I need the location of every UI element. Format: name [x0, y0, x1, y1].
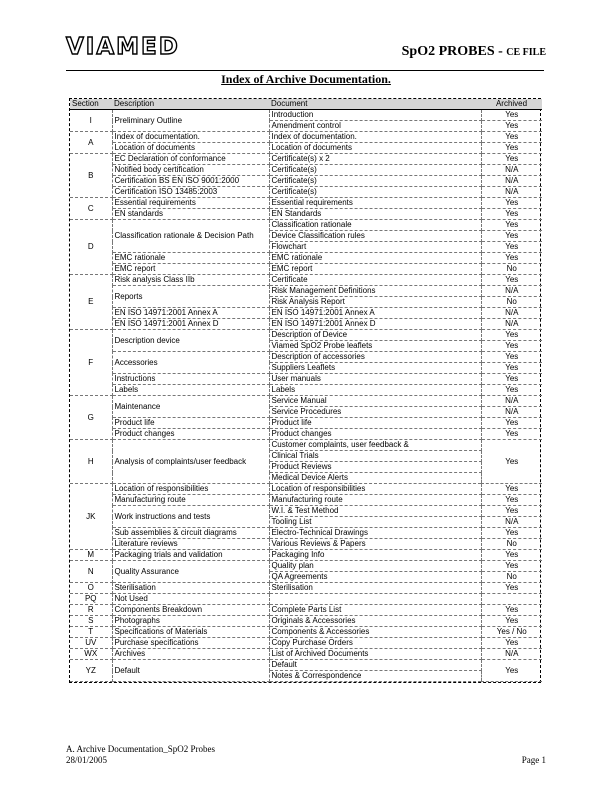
document-cell: Location of responsibilities: [269, 484, 481, 495]
document-cell: Device Classification rules: [269, 231, 481, 242]
archived-cell: Yes: [481, 550, 542, 561]
document-cell: Certificate(s): [269, 176, 481, 187]
archived-cell: Yes: [481, 440, 542, 484]
archived-cell: Yes: [481, 385, 542, 396]
table-row: [70, 308, 542, 319]
document-cell: Product Reviews: [269, 462, 481, 473]
document-cell: Viamed SpO2 Probe leaflets: [269, 341, 481, 352]
archived-cell: Yes: [481, 275, 542, 286]
description-cell: Reports: [112, 286, 269, 308]
archived-cell: No: [481, 572, 542, 583]
table-header-row: [70, 99, 542, 110]
document-cell: Description of accessories: [269, 352, 481, 363]
archived-cell: Yes: [481, 506, 542, 517]
table-row: [70, 605, 542, 616]
document-cell: EMC rationale: [269, 253, 481, 264]
description-cell: EC Declaration of conformance: [112, 154, 269, 165]
archive-index-table: [70, 99, 542, 682]
archived-cell: Yes: [481, 374, 542, 385]
archived-cell: Yes: [481, 352, 542, 363]
document-cell: Index of documentation.: [269, 132, 481, 143]
table-row: [70, 275, 542, 286]
section-cell: E: [70, 275, 112, 330]
document-title-main: SpO2 PROBES -: [401, 44, 503, 59]
document-cell: Essential requirements: [269, 198, 481, 209]
footer-left: [66, 744, 215, 766]
document-cell: Service Manual: [269, 396, 481, 407]
footer-page-number: Page 1: [521, 755, 546, 765]
table-row: [70, 132, 542, 143]
document-cell: Components & Accessories: [269, 627, 481, 638]
archived-cell: Yes: [481, 143, 542, 154]
document-cell: Product changes: [269, 429, 481, 440]
table-row: [70, 198, 542, 209]
archived-cell: N/A: [481, 308, 542, 319]
table-row: [70, 374, 542, 385]
document-cell: List of Archived Documents: [269, 649, 481, 660]
document-cell: Suppliers Leaflets: [269, 363, 481, 374]
description-cell: Classification rationale & Decision Path: [112, 220, 269, 253]
section-cell: R: [70, 605, 112, 616]
section-cell: C: [70, 198, 112, 220]
description-cell: Sub assemblies & circuit diagrams: [112, 528, 269, 539]
document-cell: Introduction: [269, 110, 481, 121]
description-cell: Photographs: [112, 616, 269, 627]
document-cell: Electro-Technical Drawings: [269, 528, 481, 539]
section-cell: F: [70, 330, 112, 396]
archived-cell: Yes: [481, 220, 542, 231]
archived-cell: Yes: [481, 242, 542, 253]
table-row: [70, 506, 542, 517]
archived-cell: Yes: [481, 341, 542, 352]
section-cell: M: [70, 550, 112, 561]
description-cell: Manufacturing route: [112, 495, 269, 506]
description-cell: Notified body certification: [112, 165, 269, 176]
table-row: [70, 385, 542, 396]
archived-cell: Yes: [481, 132, 542, 143]
footer-date: 28/01/2005: [66, 755, 108, 765]
archived-cell: N/A: [481, 319, 542, 330]
archived-cell: Yes: [481, 363, 542, 374]
table-row: [70, 616, 542, 627]
document-cell: Various Reviews & Papers: [269, 539, 481, 550]
archived-cell: No: [481, 539, 542, 550]
document-cell: EN ISO 14971:2001 Annex D: [269, 319, 481, 330]
description-cell: Work instructions and tests: [112, 506, 269, 528]
table-row: [70, 594, 542, 605]
document-cell: Flowchart: [269, 242, 481, 253]
section-cell: T: [70, 627, 112, 638]
description-cell: EN ISO 14971:2001 Annex A: [112, 308, 269, 319]
section-cell: S: [70, 616, 112, 627]
document-cell: User manuals: [269, 374, 481, 385]
archived-cell: Yes: [481, 330, 542, 341]
document-cell: Product life: [269, 418, 481, 429]
archived-cell: N/A: [481, 187, 542, 198]
section-cell: UV: [70, 638, 112, 649]
table-row: [70, 440, 542, 451]
table-row: [70, 330, 542, 341]
archived-cell: N/A: [481, 176, 542, 187]
description-cell: Index of documentation.: [112, 132, 269, 143]
archived-cell: Yes: [481, 583, 542, 594]
archived-cell: Yes: [481, 429, 542, 440]
table-row: [70, 286, 542, 297]
description-cell: Labels: [112, 385, 269, 396]
document-cell: Manufacturing route: [269, 495, 481, 506]
document-cell: Description of Device: [269, 330, 481, 341]
document-cell: Certificate(s): [269, 187, 481, 198]
description-cell: Maintenance: [112, 396, 269, 418]
footer-doc-name: A. Archive Documentation_SpO2 Probes: [66, 744, 215, 754]
header-section: Section: [70, 99, 112, 110]
description-cell: Components Breakdown: [112, 605, 269, 616]
document-cell: W.I. & Test Method: [269, 506, 481, 517]
archived-cell: N/A: [481, 165, 542, 176]
table-row: [70, 110, 542, 121]
archived-cell: Yes: [481, 231, 542, 242]
document-cell: Complete Parts List: [269, 605, 481, 616]
document-cell: Service Procedures: [269, 407, 481, 418]
description-cell: EMC report: [112, 264, 269, 275]
table-row: [70, 143, 542, 154]
section-cell: D: [70, 220, 112, 275]
document-cell: Copy Purchase Orders: [269, 638, 481, 649]
archived-cell: [481, 594, 542, 605]
description-cell: Certification ISO 13485:2003: [112, 187, 269, 198]
description-cell: Location of documents: [112, 143, 269, 154]
section-cell: YZ: [70, 660, 112, 682]
description-cell: Specifications of Materials: [112, 627, 269, 638]
document-cell: Risk Analysis Report: [269, 297, 481, 308]
archived-cell: Yes: [481, 209, 542, 220]
table-row: [70, 418, 542, 429]
document-cell: Classification rationale: [269, 220, 481, 231]
archive-index-table-wrapper: [69, 98, 541, 683]
header-rule: [66, 70, 544, 71]
archived-cell: Yes: [481, 528, 542, 539]
description-cell: Product life: [112, 418, 269, 429]
table-row: [70, 220, 542, 231]
description-cell: Accessories: [112, 352, 269, 374]
table-row: [70, 396, 542, 407]
archived-cell: Yes: [481, 605, 542, 616]
header-document: Document: [269, 99, 481, 110]
description-cell: Literature reviews: [112, 539, 269, 550]
archived-cell: Yes: [481, 660, 542, 682]
description-cell: Quality Assurance: [112, 561, 269, 583]
document-cell: EN Standards: [269, 209, 481, 220]
archived-cell: Yes: [481, 154, 542, 165]
section-cell: PQ: [70, 594, 112, 605]
archived-cell: No: [481, 264, 542, 275]
section-cell: N: [70, 561, 112, 583]
document-cell: Packaging Info: [269, 550, 481, 561]
archived-cell: Yes: [481, 484, 542, 495]
table-row: [70, 638, 542, 649]
table-row: [70, 165, 542, 176]
table-row: [70, 649, 542, 660]
section-cell: O: [70, 583, 112, 594]
table-row: [70, 154, 542, 165]
header-archived: Archived: [481, 99, 542, 110]
description-cell: EN ISO 14971:2001 Annex D: [112, 319, 269, 330]
document-cell: Risk Management Definitions: [269, 286, 481, 297]
document-cell: Originals & Accessories: [269, 616, 481, 627]
document-cell: Location of documents: [269, 143, 481, 154]
document-cell: Sterilisation: [269, 583, 481, 594]
description-cell: EN standards: [112, 209, 269, 220]
document-cell: Medical Device Alerts: [269, 473, 481, 484]
description-cell: Risk analysis Class IIb: [112, 275, 269, 286]
description-cell: Instructions: [112, 374, 269, 385]
document-title-suffix: CE FILE: [506, 47, 546, 58]
archived-cell: N/A: [481, 649, 542, 660]
description-cell: Preliminary Outline: [112, 110, 269, 132]
table-row: [70, 539, 542, 550]
description-cell: Analysis of complaints/user feedback: [112, 440, 269, 484]
table-row: [70, 484, 542, 495]
document-cell: Tooling List: [269, 517, 481, 528]
section-cell: G: [70, 396, 112, 440]
document-cell: QA Agreements: [269, 572, 481, 583]
description-cell: Product changes: [112, 429, 269, 440]
archived-cell: No: [481, 297, 542, 308]
archived-cell: Yes: [481, 616, 542, 627]
header-description: Description: [112, 99, 269, 110]
document-cell: EMC report: [269, 264, 481, 275]
section-cell: WX: [70, 649, 112, 660]
table-row: [70, 528, 542, 539]
document-cell: Certificate(s): [269, 165, 481, 176]
document-cell: EN ISO 14971:2001 Annex A: [269, 308, 481, 319]
table-row: [70, 495, 542, 506]
document-cell: Labels: [269, 385, 481, 396]
table-row: [70, 352, 542, 363]
archived-cell: Yes: [481, 198, 542, 209]
table-row: [70, 550, 542, 561]
table-row: [70, 583, 542, 594]
description-cell: Packaging trials and validation: [112, 550, 269, 561]
table-row: [70, 176, 542, 187]
description-cell: Certification BS EN ISO 9001:2000: [112, 176, 269, 187]
section-cell: I: [70, 110, 112, 132]
description-cell: Description device: [112, 330, 269, 352]
document-cell: Notes & Correspondence: [269, 671, 481, 682]
archived-cell: N/A: [481, 286, 542, 297]
table-body: [70, 110, 542, 682]
document-cell: [269, 594, 481, 605]
document-cell: Amendment control: [269, 121, 481, 132]
archived-cell: N/A: [481, 407, 542, 418]
archived-cell: N/A: [481, 396, 542, 407]
archived-cell: Yes: [481, 638, 542, 649]
archived-cell: Yes: [481, 418, 542, 429]
archived-cell: Yes: [481, 121, 542, 132]
table-row: [70, 627, 542, 638]
archived-cell: Yes: [481, 495, 542, 506]
section-cell: JK: [70, 484, 112, 550]
document-cell: Quality plan: [269, 561, 481, 572]
archived-cell: N/A: [481, 517, 542, 528]
description-cell: Purchase specifications: [112, 638, 269, 649]
document-cell: Certificate(s) x 2: [269, 154, 481, 165]
section-cell: B: [70, 154, 112, 198]
description-cell: Archives: [112, 649, 269, 660]
document-cell: Certificate: [269, 275, 481, 286]
archived-cell: Yes: [481, 253, 542, 264]
index-title: Index of Archive Documentation.: [221, 72, 391, 86]
table-row: [70, 429, 542, 440]
table-row: [70, 264, 542, 275]
document-cell: Clinical Trials: [269, 451, 481, 462]
table-row: [70, 561, 542, 572]
table-row: [70, 319, 542, 330]
document-cell: Customer complaints, user feedback &: [269, 440, 481, 451]
section-cell: H: [70, 440, 112, 484]
description-cell: Default: [112, 660, 269, 682]
description-cell: Not Used: [112, 594, 269, 605]
viamed-logo: VIAMED: [66, 34, 180, 60]
table-row: [70, 253, 542, 264]
description-cell: Essential requirements: [112, 198, 269, 209]
description-cell: Location of responsibilities: [112, 484, 269, 495]
section-cell: A: [70, 132, 112, 154]
table-row: [70, 209, 542, 220]
archived-cell: Yes / No: [481, 627, 542, 638]
document-title: [402, 44, 546, 60]
archived-cell: Yes: [481, 110, 542, 121]
description-cell: EMC rationale: [112, 253, 269, 264]
archived-cell: Yes: [481, 561, 542, 572]
document-cell: Default: [269, 660, 481, 671]
table-row: [70, 187, 542, 198]
description-cell: Sterilisation: [112, 583, 269, 594]
table-row: [70, 660, 542, 671]
